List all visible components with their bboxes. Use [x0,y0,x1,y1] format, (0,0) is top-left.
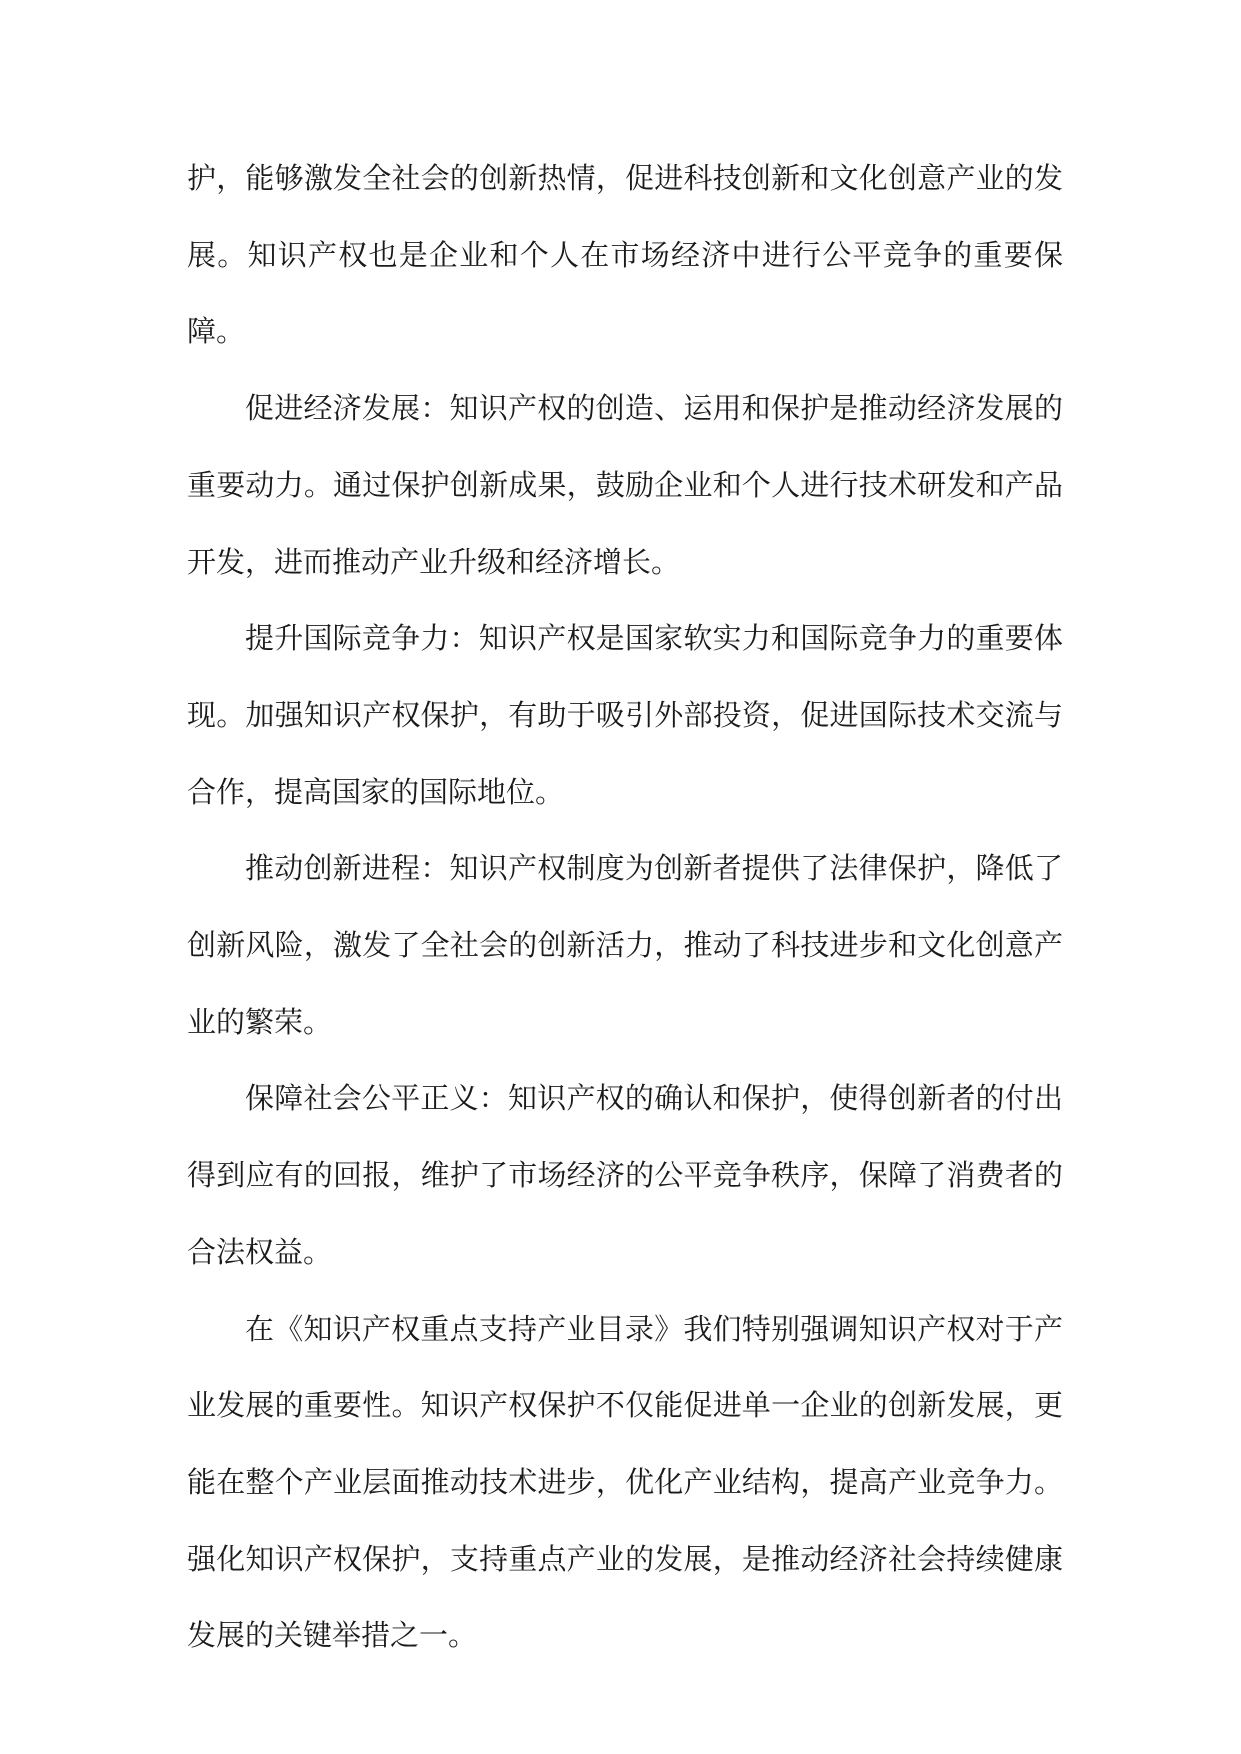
paragraph-innovation-process: 推动创新进程：知识产权制度为创新者提供了法律保护，降低了创新风险，激发了全社会的创新活力，推动了科技进步和文化创意产业的繁荣。 [187,851,1063,1039]
paragraph-social-fairness: 保障社会公平正义：知识产权的确认和保护，使得创新者的付出得到应有的回报，维护了市场经济的公平竞争秩序，保障了消费者的合法权益。 [187,1081,1063,1269]
paragraph-industry-catalog: 在《知识产权重点支持产业目录》我们特别强调知识产权对于产业发展的重要性。知识产权保护不仅能促进单一企业的创新发展，更能在整个产业层面推动技术进步，优化产业结构，提高产业竞争力。强化知识产权保护，支持重点产业的发展，是推动经济社会持续健康发展的关键举措之一。 [187,1311,1063,1653]
body-text [187,140,1063,1674]
paragraph-international-competitiveness: 提升国际竞争力：知识产权是国家软实力和国际竞争力的重要体现。加强知识产权保护，有助于吸引外部投资，促进国际技术交流与合作，提高国家的国际地位。 [187,621,1063,809]
paragraph-economic-development: 促进经济发展：知识产权的创造、运用和保护是推动经济发展的重要动力。通过保护创新成果，鼓励企业和个人进行技术研发和产品开发，进而推动产业升级和经济增长。 [187,391,1063,579]
paragraph-continuation: 护，能够激发全社会的创新热情，促进科技创新和文化创意产业的发展。知识产权也是企业和个人在市场经济中进行公平竞争的重要保障。 [187,161,1063,349]
